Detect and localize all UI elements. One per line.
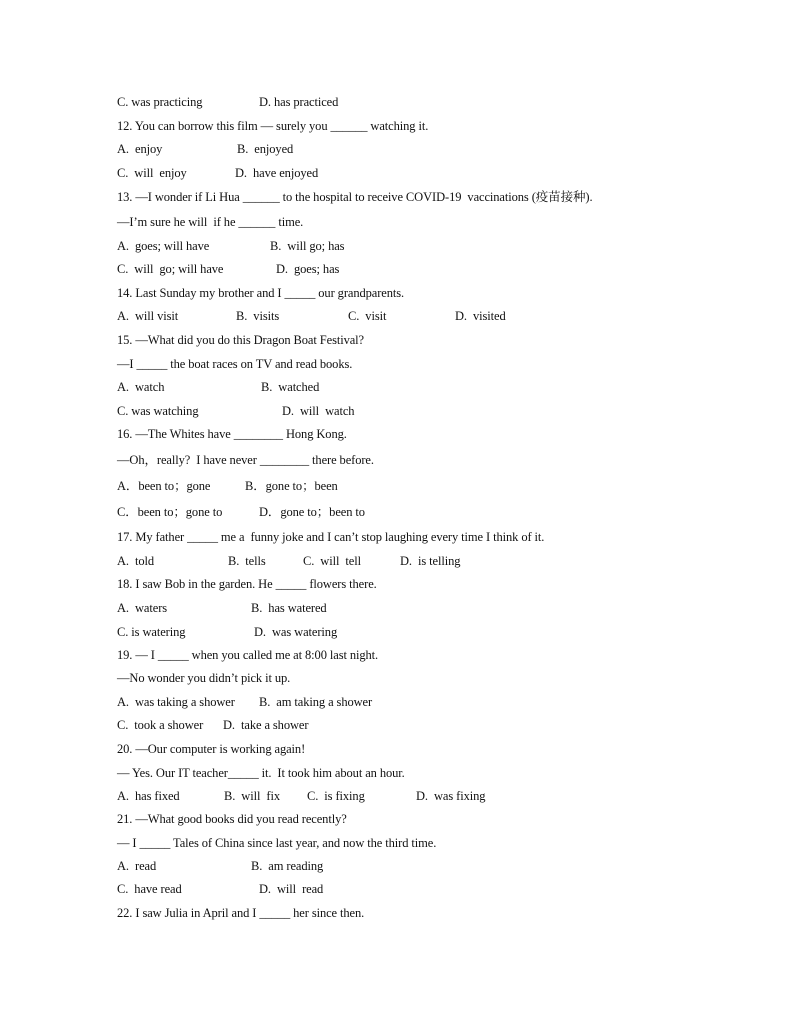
option-c: C. will go; will have [117,262,224,276]
option-b: B. am taking a shower [259,695,373,709]
question-15: 15. —What did you do this Dragon Boat Festival? [117,333,365,347]
option-d: D. goes; has [276,262,340,276]
option-a: A. has fixed [117,789,180,803]
question-13: 13. —I wonder if Li Hua ______ to the hospital to receive COVID-19 vaccinations (疫苗接种). [117,190,593,204]
option-a: A．been to；gone [117,479,211,493]
option-b: B. has watered [251,601,327,615]
option-a: A. waters [117,601,168,615]
option-b: B. visits [236,309,280,323]
option-b: B. will fix [224,789,280,803]
option-d: D. was watering [254,625,338,639]
option-a: A. told [117,554,155,568]
question-22: 22. I saw Julia in April and I _____ her since then. [117,906,365,920]
option-d: D. take a shower [223,718,309,732]
option-d: D. has practiced [259,95,339,109]
option-d: D. visited [455,309,506,323]
option-c: C. is fixing [307,789,365,803]
question-18: 18. I saw Bob in the garden. He _____ flowers there. [117,577,377,591]
question-21-response: — I _____ Tales of China since last year, and now the third time. [117,836,437,850]
option-d: D. is telling [400,554,461,568]
question-16: 16. —The Whites have ________ Hong Kong. [117,427,347,441]
option-d: D．gone to；been to [259,505,365,519]
option-a: A. enjoy [117,142,163,156]
option-d: D. will watch [282,404,355,418]
option-d: D. was fixing [416,789,486,803]
option-c: C. will enjoy [117,166,187,180]
option-a: A. goes; will have [117,239,210,253]
option-b: B. watched [261,380,320,394]
option-c: C．been to；gone to [117,505,223,519]
option-b: B．gone to；been [245,479,338,493]
question-20-response: — Yes. Our IT teacher_____ it. It took him about an hour. [117,766,405,780]
question-12: 12. You can borrow this film — surely you ______ watching it. [117,119,429,133]
question-21: 21. —What good books did you read recently? [117,812,347,826]
option-a: A. will visit [117,309,179,323]
option-c: C. took a shower [117,718,204,732]
question-14: 14. Last Sunday my brother and I _____ our grandparents. [117,286,405,300]
option-c: C. is watering [117,625,186,639]
option-a: A. read [117,859,157,873]
option-c: C. have read [117,882,182,896]
option-b: B. am reading [251,859,324,873]
option-a: A. watch [117,380,165,394]
option-b: B. will go; has [270,239,345,253]
option-d: D. will read [259,882,324,896]
option-c: C. was practicing [117,95,203,109]
question-20: 20. —Our computer is working again! [117,742,306,756]
option-b: B. tells [228,554,266,568]
question-15-response: —I _____ the boat races on TV and read books. [117,357,353,371]
question-16-response: —Oh，really? I have never ________ there before. [117,453,374,467]
option-d: D. have enjoyed [235,166,319,180]
option-c: C. visit [348,309,387,323]
option-c: C. was watching [117,404,199,418]
question-17: 17. My father _____ me a funny joke and I can’t stop laughing every time I think of it. [117,530,545,544]
option-a: A. was taking a shower [117,695,235,709]
option-c: C. will tell [303,554,361,568]
question-13-response: —I’m sure he will if he ______ time. [117,215,304,229]
option-b: B. enjoyed [237,142,294,156]
question-19: 19. — I _____ when you called me at 8:00 last night. [117,648,379,662]
question-19-response: —No wonder you didn’t pick it up. [117,671,291,685]
